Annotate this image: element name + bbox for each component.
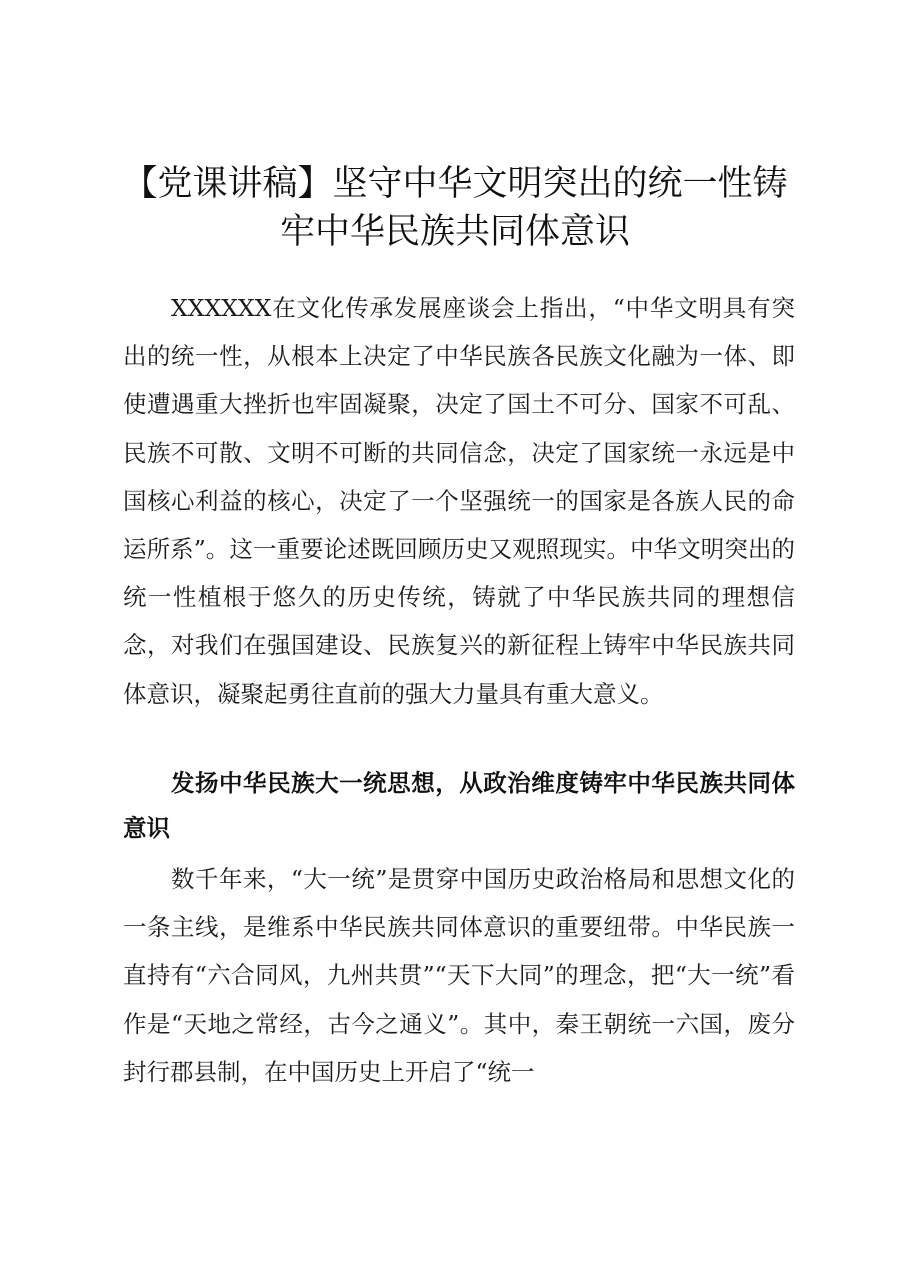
body-paragraph: 数千年来，“大一统”是贯穿中国历史政治格局和思想文化的一条主线，是维系中华民族共同体意识的重要纽带。中华民族一直持有“六合同风，九州共贯”“天下大同”的理念，把“大一统”看作是“天地之常经，古今之通义”。其中，秦王朝统一六国，废分封行郡县制，在中国历史上开启了“统一: [123, 865, 795, 1086]
body-paragraph: XXXXXX在文化传承发展座谈会上指出，“中华文明具有突出的统一性，从根本上决定了中华民族各民族文化融为一体、即使遭遇重大挫折也牢固凝聚，决定了国土不可分、国家不可乱、民族不可散、文明不可断的共同信念，决定了国家统一永远是中国核心利益的核心，决定了一个坚强统一的国家是各族人民的命运所系”。这一重要论述既回顾历史又观照现实。中华文明突出的统一性植根于悠久的历史传统，铸就了中华民族共同的理想信念，对我们在强国建设、民族复兴的新征程上铸牢中华民族共同体意识，凝聚起勇往直前的强大力量具有重大意义。: [123, 294, 795, 708]
section-heading: 发扬中华民族大一统思想，从政治维度铸牢中华民族共同体意识: [123, 769, 795, 842]
document-title: 【党课讲稿】坚守中华文明突出的统一性铸牢中华民族共同体意识: [122, 164, 788, 252]
